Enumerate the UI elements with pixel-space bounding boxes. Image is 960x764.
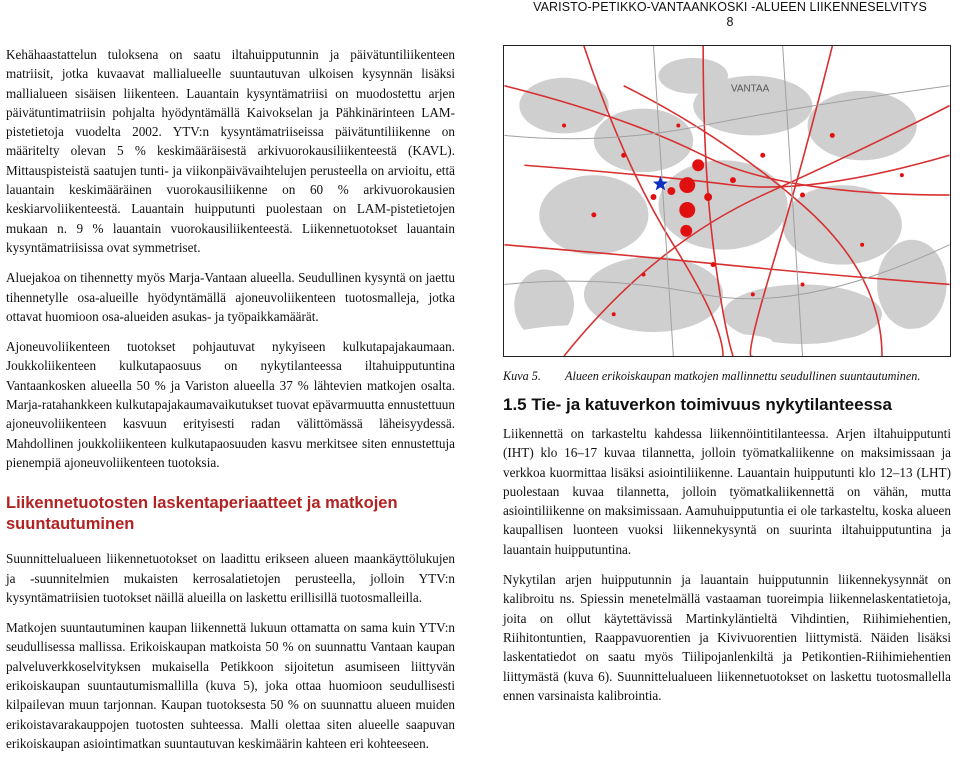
paragraph: Kehähaastattelun tuloksena on saatu iltahuipputunnin ja päivätuntiliikenteen matriisit, jotka kuvaavat mallialueelle suuntautuvan ulkoisen kysynnän lisäksi mallialueen sisäisen liikenteen. Lauantain kysyntämatriisi on muodostettu arjen päivätuntimatriisin pohjalta hyödyntämällä Kaivokselan ja Pähkinärinteen LAM-pistetietoja vuodelta 2002. YTV:n kysyntämatriiseissa päivätuntiliikenne on määritelty olevan 5 % keskimääräisestä arkivuorokausiliikenteestä (KAVL). Mittauspisteistä saatujen tunti- ja viikonpäivävaihtelujen perusteella on arvioitu, että lauantain keskimääräinen vuorokausiliikenne on 60 % arkivuorokausien keskiarvoliikenteestä. Lauantain huipputunti puolestaan on LAM-pistetietojen mukaan n. 9 % lauantain vuorokausiliikenteestä. Liikennetuotokset lauantain kysyntämatriisissa ovat symmetriset. <box>6 47 455 255</box>
section-heading: Liikennetuotosten laskentaperiaatteet ja matkojen suuntautuminen <box>6 494 398 534</box>
demand-marker <box>711 262 716 267</box>
demand-marker <box>612 312 616 316</box>
demand-marker <box>900 173 904 177</box>
demand-marker <box>679 177 695 193</box>
demand-marker <box>704 193 712 201</box>
map-label-vantaa: VANTAA <box>730 83 770 95</box>
demand-marker <box>667 187 675 195</box>
left-column <box>6 45 455 764</box>
paragraph: Suunnittelualueen liikennetuotokset on laadittu erikseen alueen maankäyttölukujen ja -suunnitelmien mukaisten kerrosalatietojen perusteella, jolloin YTV:n kysyntämatriisien tuotokset näillä alueilla on laskettu erillisillä tuotosmalleilla. <box>6 551 455 605</box>
demand-marker <box>642 273 646 277</box>
right-column <box>503 45 951 716</box>
section-heading: 1.5 Tie- ja katuverkon toimivuus nykytilanteessa <box>503 395 892 414</box>
page-number: 8 <box>726 15 734 29</box>
demand-marker <box>562 124 566 128</box>
figure-caption <box>503 368 951 384</box>
demand-marker <box>692 159 704 171</box>
demand-marker <box>751 292 755 296</box>
report-title: VARISTO-PETIKKO-VANTAANKOSKI -ALUEEN LIIKENNESELVITYS <box>533 0 927 14</box>
demand-marker <box>760 153 765 158</box>
demand-marker <box>650 194 656 200</box>
demand-marker <box>801 282 805 286</box>
demand-map <box>503 45 951 357</box>
paragraph: Aluejakoa on tihennetty myös Marja-Vantaan alueella. Seudullinen kysyntä on jaettu tihennetylle osa-alueille hyödyntämällä ajoneuvoliikenteen tuotosmalleja, jotka ottavat huomioon osa-alueiden asukas- ja työpaikkamäärät. <box>6 270 455 324</box>
caption-label: Kuva 5. <box>503 369 541 383</box>
caption-text: Alueen erikoiskaupan matkojen mallinnettu seudullinen suuntautuminen. <box>565 369 921 383</box>
demand-marker <box>860 243 864 247</box>
demand-marker <box>680 225 692 237</box>
demand-marker <box>676 124 680 128</box>
page-header <box>530 0 930 30</box>
paragraph: Liikennettä on tarkasteltu kahdessa liikennöintitilanteessa. Arjen iltahuipputunti (IHT) klo 16–17 kuvaa tilannetta, jolloin työmatkaliikenne on maksimissaan ja verkkoa kuormittaa lisäksi asiointiliikenne. Lauantain huipputunti klo 12–13 (LHT) puolestaan kuvaa tilannetta, jolloin työmatkaliikennettä on vähän, mutta asiointiliikenne on maksimissaan. Aamuhuipputuntia ei ole tarkasteltu, koska alueen kaupallisen luonteen vuoksi liikennekysyntä on suurinta iltahuipputuntina ja lauantain huipputuntina. <box>503 426 951 557</box>
demand-marker <box>621 153 626 158</box>
demand-marker <box>830 133 835 138</box>
paragraph: Nykytilan arjen huipputunnin ja lauantain huipputunnin liikennekysynnät on kalibroitu ns. Spiessin menetelmällä vastaaman tuoreimpia liikennelaskentatietoja, joita on ollut käytettävissä Martinkyläntieltä Vihdintien, Riihimiehentien, Riihitontuntien, Raappavuorentien ja Kivivuorentien liittymistä. Näiden lisäksi laskentatiedot on saatu myös Tiilipojanlenkiltä ja Petikontien-Riihimiehentien liittymästä (kuva 6). Suunnittelualueen liikennetuotokset on laskettu tuotosmallella ennen varsinaista kalibrointia. <box>503 572 951 703</box>
demand-marker <box>800 193 805 198</box>
map-land-areas <box>514 58 946 344</box>
paragraph: Ajoneuvoliikenteen tuotokset pohjautuvat nykyiseen kulkutapajakaumaan. Joukkoliikenteen kulkutapaosuus on nykytilanteessa iltahuipputuntina Vantaankosken alueella 50 % ja Variston alueella 37 % lähtevien matkojen osalta. Marja-ratahankkeen kulkutapajakaumavaikutukset tuovat epävarmuutta ennustettuun ajoneuvoliikenteen kasvuun erityisesti radan välittömässä läheisyydessä. Mahdollinen joukkoliikenteen kulkutapaosuuden kasvu merkitsee siten ennustettuja pienempiä ajoneuvoliikenteen tuotoksia. <box>6 339 455 470</box>
paragraph: Matkojen suuntautuminen kaupan liikennettä lukuun ottamatta on sama kuin YTV:n seudullisessa mallissa. Erikoiskaupan matkoista 50 % on suunnattu Vantaan kaupan palveluverkkoselvityksen mukaisella Petikkoon sijoitetun asumiseen liittyvän erikoiskaupan suuntautumismallilla (kuva 5), joka ottaa huomioon seudullisesti kilpailevan muun tarjonnan. Kaupan tuotoksesta 50 % on suunnattu alueen muiden erikoistavarakauppojen tuotosten suhteessa. Malli olettaa siten alueelle saapuvan erikoiskaupan asiointimatkan suuntautuvan keskimäärin kahteen eri kohteeseen. <box>6 620 455 751</box>
demand-marker <box>679 202 695 218</box>
demand-marker <box>591 212 596 217</box>
demand-marker <box>730 177 736 183</box>
